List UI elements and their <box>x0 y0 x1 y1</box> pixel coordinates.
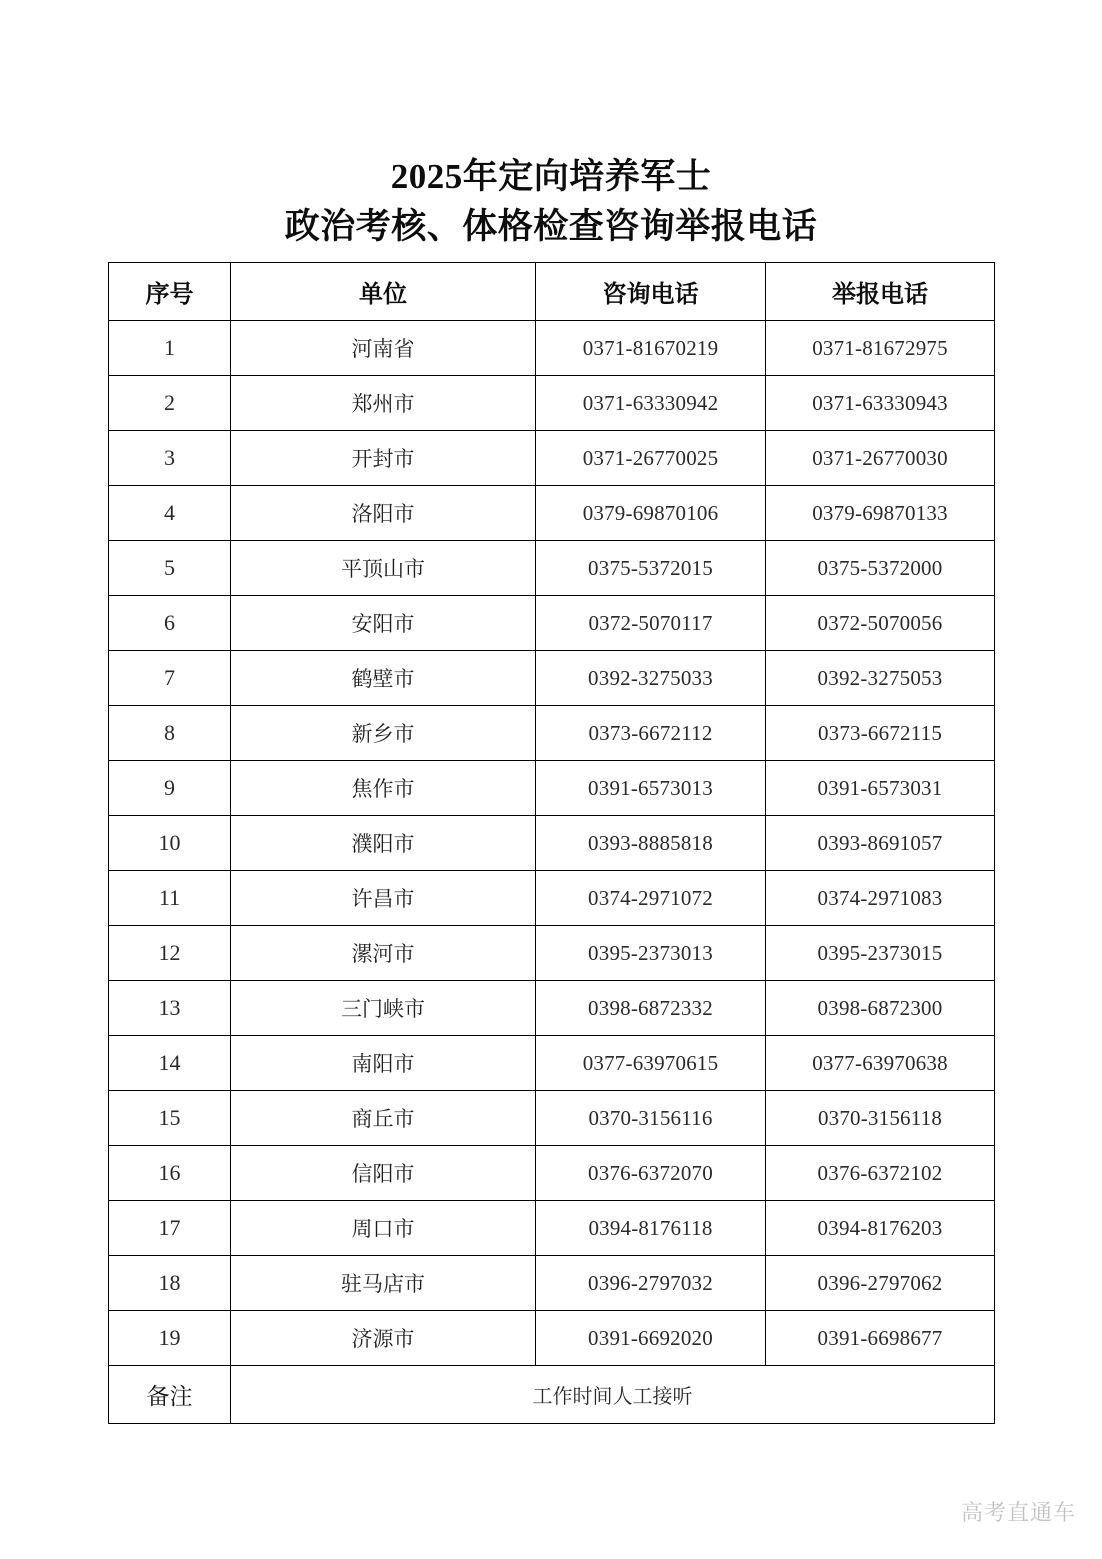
cell-report-phone: 0372-5070056 <box>766 596 995 651</box>
page-title-line-2: 政治考核、体格检查咨询举报电话 <box>284 207 818 246</box>
table-header <box>109 263 995 321</box>
cell-consult-phone: 0394-8176118 <box>536 1201 766 1256</box>
cell-unit: 驻马店市 <box>231 1256 536 1311</box>
cell-consult-phone: 0392-3275033 <box>536 651 766 706</box>
contact-phone-table <box>108 262 995 1424</box>
cell-report-phone: 0391-6573031 <box>766 761 995 816</box>
cell-report-phone: 0379-69870133 <box>766 486 995 541</box>
cell-unit: 濮阳市 <box>231 816 536 871</box>
cell-report-phone: 0392-3275053 <box>766 651 995 706</box>
cell-unit: 许昌市 <box>231 871 536 926</box>
table-row <box>109 321 995 376</box>
cell-unit: 郑州市 <box>231 376 536 431</box>
cell-index: 2 <box>109 376 231 431</box>
cell-index: 11 <box>109 871 231 926</box>
column-header-index: 序号 <box>109 263 231 321</box>
cell-index: 4 <box>109 486 231 541</box>
cell-index: 12 <box>109 926 231 981</box>
cell-index: 6 <box>109 596 231 651</box>
table-row <box>109 871 995 926</box>
cell-index: 16 <box>109 1146 231 1201</box>
table-row <box>109 1036 995 1091</box>
note-text: 工作时间人工接听 <box>231 1366 995 1424</box>
cell-unit: 焦作市 <box>231 761 536 816</box>
cell-report-phone: 0373-6672115 <box>766 706 995 761</box>
column-header-unit: 单位 <box>231 263 536 321</box>
table-footer <box>109 1366 995 1424</box>
cell-consult-phone: 0393-8885818 <box>536 816 766 871</box>
table-row <box>109 761 995 816</box>
cell-unit: 商丘市 <box>231 1091 536 1146</box>
cell-index: 17 <box>109 1201 231 1256</box>
cell-unit: 周口市 <box>231 1201 536 1256</box>
cell-report-phone: 0371-26770030 <box>766 431 995 486</box>
cell-unit: 新乡市 <box>231 706 536 761</box>
cell-index: 3 <box>109 431 231 486</box>
table-row <box>109 651 995 706</box>
cell-index: 15 <box>109 1091 231 1146</box>
cell-consult-phone: 0371-81670219 <box>536 321 766 376</box>
table-row <box>109 1146 995 1201</box>
cell-report-phone: 0374-2971083 <box>766 871 995 926</box>
cell-consult-phone: 0377-63970615 <box>536 1036 766 1091</box>
cell-consult-phone: 0391-6692020 <box>536 1311 766 1366</box>
cell-consult-phone: 0376-6372070 <box>536 1146 766 1201</box>
cell-report-phone: 0377-63970638 <box>766 1036 995 1091</box>
table-row <box>109 816 995 871</box>
table-row <box>109 706 995 761</box>
watermark: 高考直通车 <box>960 1500 1076 1525</box>
cell-unit: 三门峡市 <box>231 981 536 1036</box>
cell-unit: 鹤壁市 <box>231 651 536 706</box>
table-row <box>109 541 995 596</box>
cell-index: 7 <box>109 651 231 706</box>
cell-consult-phone: 0371-26770025 <box>536 431 766 486</box>
cell-index: 8 <box>109 706 231 761</box>
cell-report-phone: 0371-81672975 <box>766 321 995 376</box>
cell-index: 1 <box>109 321 231 376</box>
table-row <box>109 1311 995 1366</box>
cell-consult-phone: 0372-5070117 <box>536 596 766 651</box>
table-note-row <box>109 1366 995 1424</box>
cell-consult-phone: 0373-6672112 <box>536 706 766 761</box>
cell-unit: 漯河市 <box>231 926 536 981</box>
cell-report-phone: 0370-3156118 <box>766 1091 995 1146</box>
page-title <box>0 152 1102 252</box>
note-label: 备注 <box>109 1366 231 1424</box>
cell-index: 9 <box>109 761 231 816</box>
cell-index: 14 <box>109 1036 231 1091</box>
cell-consult-phone: 0370-3156116 <box>536 1091 766 1146</box>
cell-unit: 安阳市 <box>231 596 536 651</box>
cell-report-phone: 0395-2373015 <box>766 926 995 981</box>
cell-consult-phone: 0375-5372015 <box>536 541 766 596</box>
page-title-line-1: 2025年定向培养军士 <box>390 157 712 196</box>
cell-unit: 平顶山市 <box>231 541 536 596</box>
cell-unit: 信阳市 <box>231 1146 536 1201</box>
cell-index: 13 <box>109 981 231 1036</box>
cell-consult-phone: 0374-2971072 <box>536 871 766 926</box>
cell-index: 19 <box>109 1311 231 1366</box>
cell-report-phone: 0398-6872300 <box>766 981 995 1036</box>
column-header-report-phone: 举报电话 <box>766 263 995 321</box>
table-row <box>109 596 995 651</box>
table-header-row <box>109 263 995 321</box>
table-row <box>109 981 995 1036</box>
table-row <box>109 1256 995 1311</box>
cell-report-phone: 0376-6372102 <box>766 1146 995 1201</box>
cell-consult-phone: 0371-63330942 <box>536 376 766 431</box>
cell-consult-phone: 0398-6872332 <box>536 981 766 1036</box>
cell-index: 10 <box>109 816 231 871</box>
column-header-consult-phone: 咨询电话 <box>536 263 766 321</box>
table-row <box>109 1091 995 1146</box>
cell-report-phone: 0393-8691057 <box>766 816 995 871</box>
cell-report-phone: 0391-6698677 <box>766 1311 995 1366</box>
cell-report-phone: 0394-8176203 <box>766 1201 995 1256</box>
cell-report-phone: 0375-5372000 <box>766 541 995 596</box>
table-row <box>109 1201 995 1256</box>
cell-unit: 济源市 <box>231 1311 536 1366</box>
cell-unit: 开封市 <box>231 431 536 486</box>
cell-index: 18 <box>109 1256 231 1311</box>
cell-report-phone: 0371-63330943 <box>766 376 995 431</box>
table-body <box>109 321 995 1366</box>
cell-consult-phone: 0396-2797032 <box>536 1256 766 1311</box>
cell-consult-phone: 0395-2373013 <box>536 926 766 981</box>
table-row <box>109 376 995 431</box>
cell-unit: 洛阳市 <box>231 486 536 541</box>
cell-index: 5 <box>109 541 231 596</box>
cell-unit: 河南省 <box>231 321 536 376</box>
cell-consult-phone: 0379-69870106 <box>536 486 766 541</box>
cell-unit: 南阳市 <box>231 1036 536 1091</box>
cell-consult-phone: 0391-6573013 <box>536 761 766 816</box>
cell-report-phone: 0396-2797062 <box>766 1256 995 1311</box>
table-row <box>109 486 995 541</box>
table-row <box>109 926 995 981</box>
table-row <box>109 431 995 486</box>
